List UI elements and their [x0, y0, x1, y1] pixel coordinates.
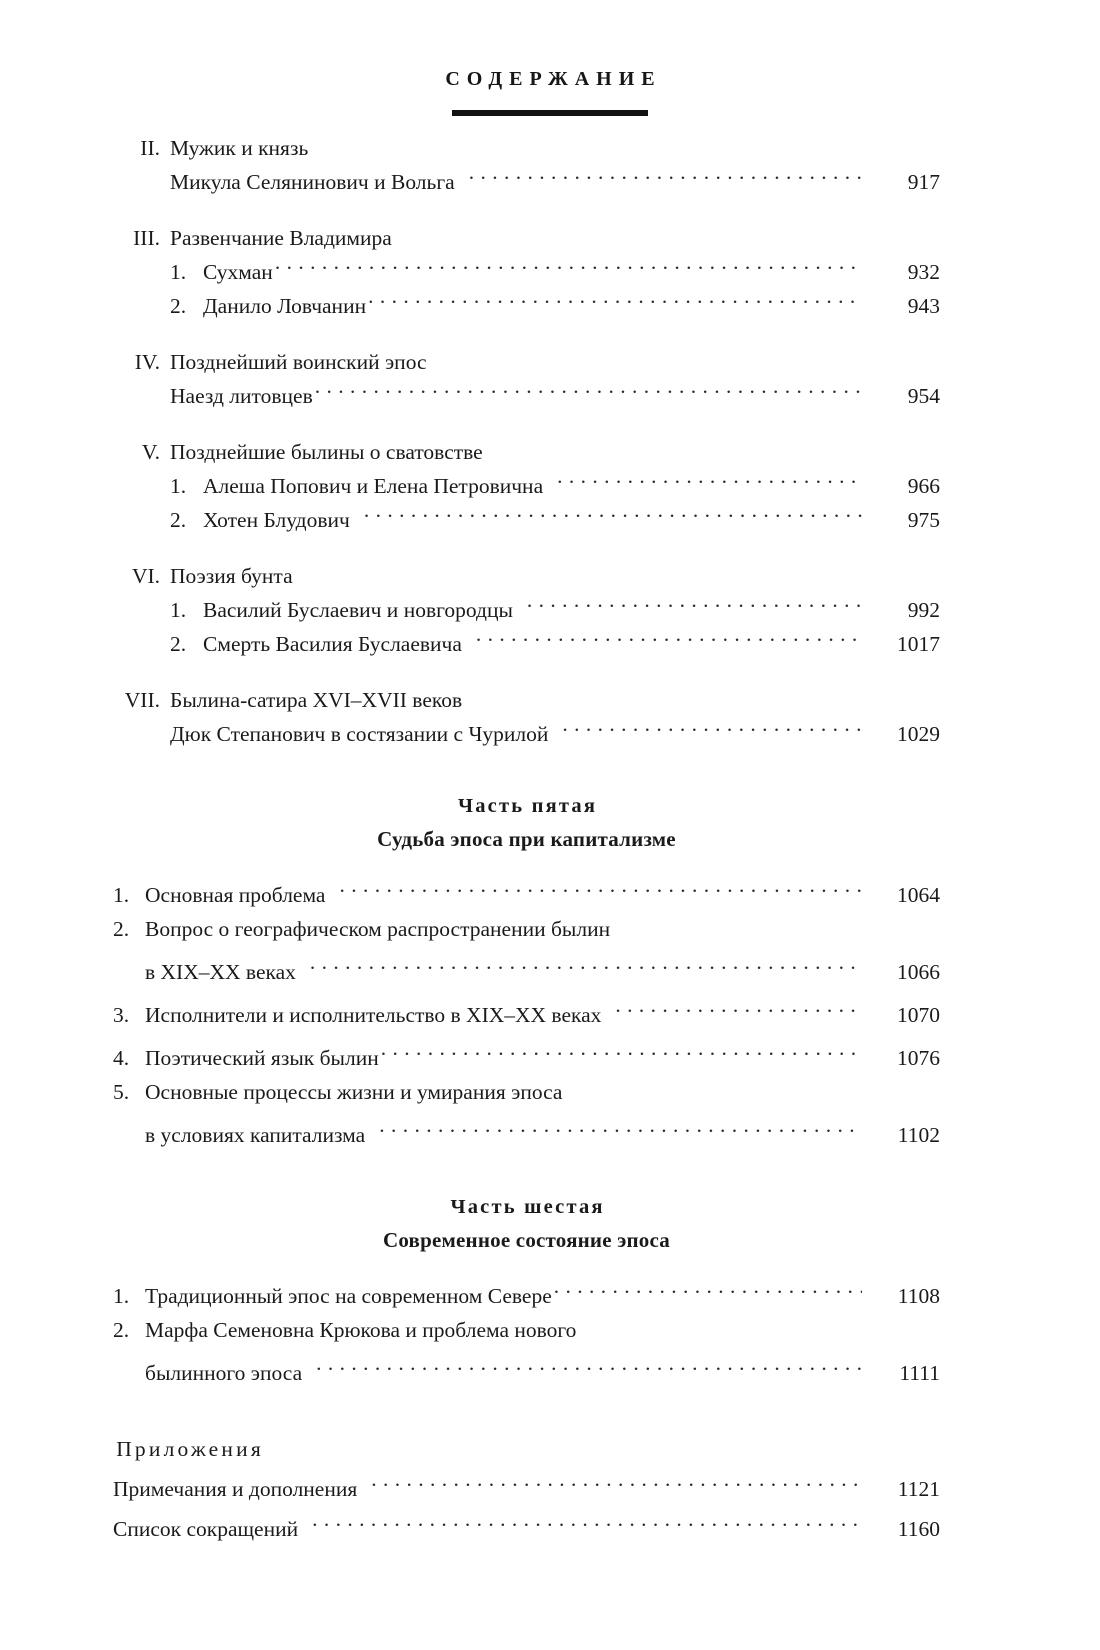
entry-second-line — [113, 1356, 940, 1390]
entry-label: Василий Буслаевич и новгородцы — [203, 598, 513, 622]
toc-entry[interactable] — [113, 255, 940, 289]
entry-page-number: 917 — [907, 170, 940, 194]
entry-label: Основные процессы жизни и умирания эпоса — [145, 1080, 563, 1104]
toc-entry[interactable] — [113, 1472, 940, 1506]
toc-entry[interactable] — [113, 379, 940, 413]
entry-first-line — [113, 1075, 940, 1109]
entry-second-line — [113, 1118, 940, 1152]
entry-page-number: 1070 — [897, 1003, 940, 1027]
chapter-roman-numeral: VII. — [124, 688, 160, 712]
chapter-block — [113, 221, 940, 323]
dot-leader — [312, 1515, 862, 1537]
chapter-roman-numeral: V. — [141, 440, 160, 464]
toc-entry[interactable] — [113, 469, 940, 503]
entry-number: 5. — [113, 1080, 130, 1104]
entry-label: Исполнители и исполнительство в XIX–XX веках — [145, 1003, 602, 1027]
entry-page-number: 1066 — [897, 960, 940, 984]
entry-label: Традиционный эпос на современном Севере — [145, 1284, 552, 1308]
toc-entry[interactable] — [113, 1041, 940, 1075]
chapter-block — [113, 345, 940, 413]
toc-entry[interactable] — [113, 878, 940, 912]
part-subtitle: Судьба эпоса при капитализме — [377, 827, 676, 851]
entry-label: Дюк Степанович в состязании с Чурилой — [170, 722, 549, 746]
chapter-block — [113, 131, 940, 199]
entry-label: Список сокращений — [113, 1517, 299, 1541]
dot-leader — [310, 958, 862, 980]
chapter-heading — [113, 221, 940, 255]
dot-leader — [339, 881, 862, 903]
toc-entry[interactable] — [113, 1279, 940, 1313]
chapter-heading — [113, 435, 940, 469]
entry-page-number: 1160 — [897, 1517, 940, 1541]
entry-number: 1. — [113, 1284, 130, 1308]
entry-label: Микула Селянинович и Вольга — [170, 170, 455, 194]
entry-first-line — [113, 912, 940, 946]
toc-entry[interactable] — [113, 503, 940, 537]
dot-leader — [557, 472, 862, 494]
toc-entry[interactable] — [113, 627, 940, 661]
dot-leader — [527, 596, 862, 618]
dot-leader — [469, 168, 862, 190]
dot-leader — [364, 506, 862, 528]
entry-number: 1. — [170, 474, 187, 498]
chapter-title: Поэзия бунта — [170, 564, 293, 588]
entry-label: Смерть Василия Буслаевича — [203, 632, 462, 656]
entry-number: 1. — [113, 883, 130, 907]
dot-leader — [371, 1475, 862, 1497]
toc-header — [0, 0, 1100, 118]
dot-leader — [615, 1001, 862, 1023]
entry-number: 2. — [170, 508, 187, 532]
chapter-title: Былина-сатира XVI–XVII веков — [170, 688, 463, 712]
toc-entry[interactable] — [113, 165, 940, 199]
entry-page-number: 1121 — [897, 1477, 940, 1501]
entry-label-continuation: былинного эпоса — [145, 1361, 303, 1385]
entry-label: Хотен Блудович — [203, 508, 350, 532]
part-name: Часть шестая — [450, 1196, 605, 1218]
entry-page-number: 1017 — [897, 632, 940, 656]
chapter-roman-numeral: IV. — [134, 350, 160, 374]
toc-entry[interactable] — [113, 912, 940, 989]
part-name: Часть пятая — [457, 795, 598, 817]
entry-page-number: 932 — [907, 260, 940, 284]
toc-entry[interactable] — [113, 1075, 940, 1152]
chapter-title: Позднейший воинский эпос — [170, 350, 427, 374]
entry-second-line — [113, 955, 940, 989]
entry-page-number: 1029 — [897, 722, 940, 746]
dot-leader — [476, 630, 862, 652]
chapter-roman-numeral: III. — [133, 226, 160, 250]
chapter-roman-numeral: VI. — [131, 564, 160, 588]
chapter-roman-numeral: II. — [140, 136, 160, 160]
toc-entry[interactable] — [113, 998, 940, 1032]
entry-page-number: 1102 — [897, 1123, 940, 1147]
toc-entry[interactable] — [113, 289, 940, 323]
entry-label: Поэтический язык былин — [145, 1046, 379, 1070]
entry-page-number: 1108 — [897, 1284, 940, 1308]
part-five-list — [113, 878, 940, 1152]
entry-page-number: 943 — [907, 294, 940, 318]
entry-label: Марфа Семеновна Крюкова и проблема нового — [145, 1318, 577, 1342]
entry-number: 2. — [113, 917, 130, 941]
toc-content — [113, 131, 940, 1546]
dot-leader — [554, 1282, 862, 1304]
entry-label: Алеша Попович и Елена Петровична — [203, 474, 544, 498]
entry-page-number: 1111 — [899, 1361, 940, 1385]
toc-entry[interactable] — [113, 717, 940, 751]
entry-label-continuation: в XIX–XX веках — [145, 960, 296, 984]
entry-label: Наезд литовцев — [170, 384, 313, 408]
toc-entry[interactable] — [113, 1313, 940, 1390]
entry-label: Основная проблема — [145, 883, 326, 907]
toc-entry[interactable] — [113, 593, 940, 627]
dot-leader — [368, 292, 862, 314]
entry-number: 1. — [170, 260, 187, 284]
chapter-title: Развенчание Владимира — [170, 226, 392, 250]
entry-page-number: 975 — [907, 508, 940, 532]
chapter-title: Позднейшие былины о сватовстве — [170, 440, 483, 464]
chapter-block — [113, 435, 940, 537]
entry-number: 1. — [170, 598, 187, 622]
appendix-title: Приложения — [116, 1437, 264, 1461]
entry-label: Сухман — [203, 260, 273, 284]
entry-number: 4. — [113, 1046, 130, 1070]
dot-leader — [275, 258, 862, 280]
dot-leader — [381, 1044, 862, 1066]
entry-number: 2. — [170, 632, 187, 656]
entry-page-number: 954 — [907, 384, 940, 408]
entry-label-continuation: в условиях капитализма — [145, 1123, 366, 1147]
entry-page-number: 966 — [907, 474, 940, 498]
entry-page-number: 1064 — [897, 883, 940, 907]
chapter-heading — [113, 345, 940, 379]
dot-leader — [315, 382, 862, 404]
dot-leader — [562, 720, 862, 742]
entry-first-line — [113, 1313, 940, 1347]
entry-page-number: 1076 — [897, 1046, 940, 1070]
part-subtitle: Современное состояние эпоса — [383, 1228, 670, 1252]
dot-leader — [316, 1359, 862, 1381]
chapter-block — [113, 559, 940, 661]
part-five-heading — [113, 795, 940, 852]
page-title: СОДЕРЖАНИЕ — [445, 68, 662, 90]
toc-entry[interactable] — [113, 1512, 940, 1546]
chapter-heading — [113, 683, 940, 717]
ornament-rule-icon — [452, 108, 648, 118]
part-six-list — [113, 1279, 940, 1390]
entry-label: Данило Ловчанин — [203, 294, 367, 318]
entry-label: Вопрос о географическом распространении былин — [145, 917, 611, 941]
entry-number: 3. — [113, 1003, 130, 1027]
chapter-block — [113, 683, 940, 751]
appendix-section — [113, 1432, 940, 1546]
part-six-heading — [113, 1196, 940, 1253]
dot-leader — [379, 1121, 862, 1143]
entry-number: 2. — [170, 294, 187, 318]
entry-page-number: 992 — [907, 598, 940, 622]
entry-number: 2. — [113, 1318, 130, 1342]
entry-label: Примечания и дополнения — [113, 1477, 358, 1501]
chapter-list — [113, 131, 940, 751]
chapter-title: Мужик и князь — [170, 136, 309, 160]
chapter-heading — [113, 559, 940, 593]
chapter-heading — [113, 131, 940, 165]
